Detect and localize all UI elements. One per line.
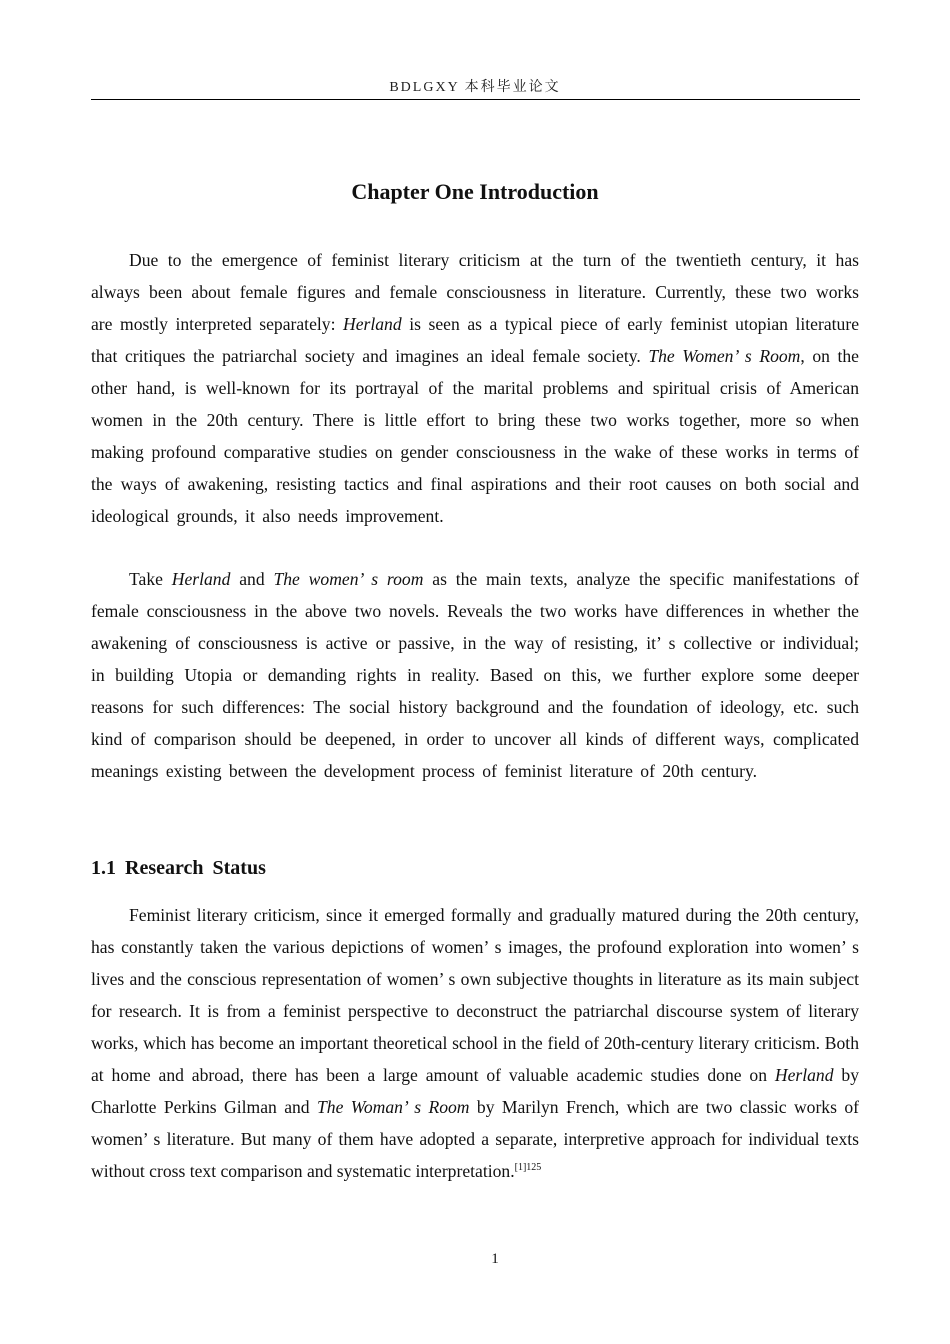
italic-title-womens-room: The Women’ s Room (648, 346, 801, 366)
running-header: BDLGXY 本科毕业论文 (389, 80, 561, 95)
research-status-paragraph (91, 899, 859, 1187)
text-run: is seen as a typical piece of early feminist utopian literature that critiques the patriarchal society and imagines an ideal female society. (91, 314, 859, 366)
intro-paragraph-1 (91, 244, 859, 532)
intro-paragraph-2 (91, 563, 859, 787)
italic-title-womens-room: The women’ s room (273, 569, 424, 589)
italic-title-herland: Herland (774, 1065, 834, 1085)
section-heading: 1.1 Research Status (91, 857, 266, 879)
text-run: by Charlotte Perkins Gilman and (91, 1065, 859, 1117)
text-run: and (230, 569, 274, 589)
italic-title-herland: Herland (171, 569, 231, 589)
page-number: 1 (491, 1251, 499, 1267)
chapter-title: Chapter One Introduction (351, 179, 599, 204)
text-run: , on the other hand, is well-known for its portrayal of the marital problems and spiritual crisis of American women in the 20th century. There is little effort to bring these two works together, more so when making profound comparative studies on gender consciousness in the wake of these works in terms of the ways of awakening, resisting tactics and final aspirations and their root causes on both social and ideological grounds, it also needs improvement. (91, 346, 859, 526)
text-run: Take (129, 569, 172, 589)
italic-title-womans-room: The Woman’ s Room (317, 1097, 470, 1117)
text-run: as the main texts, analyze the specific manifestations of female consciousness in the above two novels. Reveals the two works have differences in whether the awakening of consciousness is active or passive, in the way of resisting, it’ s collective or individual; in building Utopia or demanding rights in reality. Based on this, we further explore some deeper reasons for such differences: The social history background and the foundation of ideology, etc. such kind of comparison should be deepened, in order to uncover all kinds of different ways, complicated meanings existing between the development process of feminist literature of 20th century. (91, 569, 859, 781)
text-run: Feminist literary criticism, since it emerged formally and gradually matured during the 20th century, has constantly taken the various depictions of women’ s images, the profound exploration into women’ s lives and the conscious representation of women’ s own subjective thoughts in literature as its main subject for research. It is from a feminist perspective to deconstruct the patriarchal discourse system of literary works, which has become an important theoretical school in the field of 20th-century literary criticism. Both at home and abroad, there has been a large amount of valuable academic studies done on (91, 905, 859, 1085)
text-run: Due to the emergence of feminist literary criticism at the turn of the twentieth century, it has always been about female figures and female consciousness in literature. Currently, these two works are mostly interpreted separately: (91, 250, 859, 334)
header-rule (91, 99, 860, 100)
text-run: by Marilyn French, which are two classic works of women’ s literature. But many of them have adopted a separate, interpretive approach for individual texts without cross text comparison and systematic interpretation. (91, 1097, 859, 1181)
italic-title-herland: Herland (343, 314, 402, 334)
citation-superscript: [1]125 (514, 1162, 542, 1173)
